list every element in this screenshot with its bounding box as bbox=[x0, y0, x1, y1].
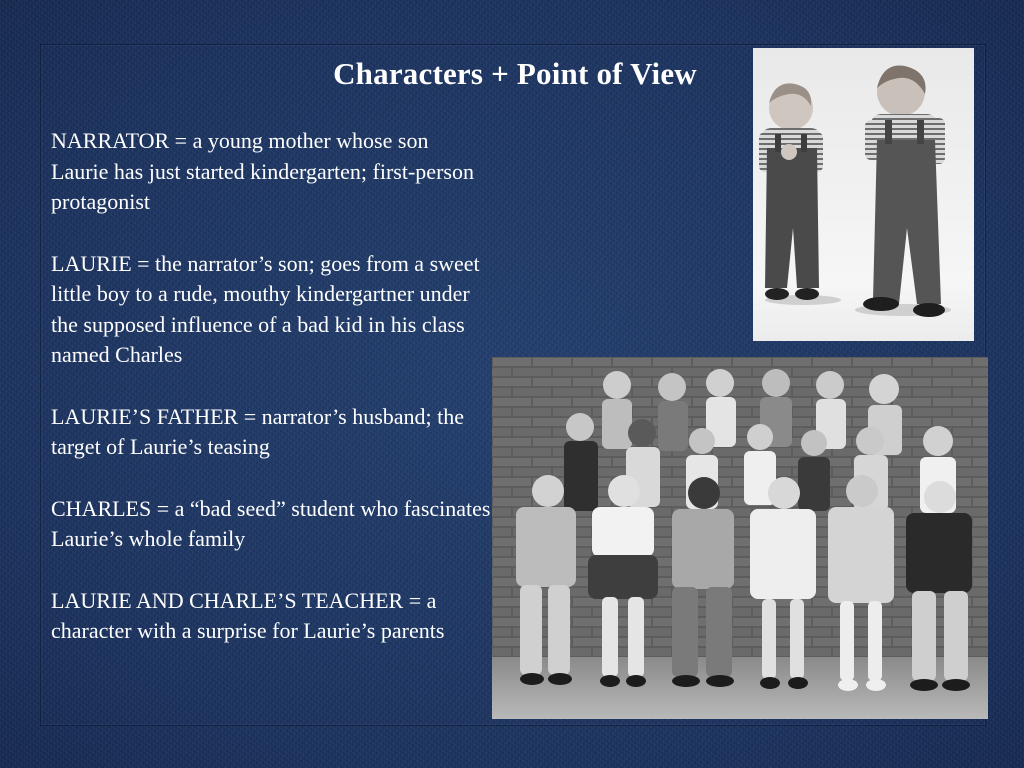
class-photo bbox=[492, 357, 988, 719]
slide-body bbox=[51, 126, 491, 678]
toddlers-photo bbox=[753, 48, 974, 341]
paragraph-laurie: LAURIE = the narrator’s son; goes from a sweet little boy to a rude, mouthy kindergartner under the supposed influence of a bad kid in his class named Charles bbox=[51, 250, 480, 367]
paragraph-teacher: LAURIE AND CHARLE’S TEACHER = a character with a surprise for Laurie’s parents bbox=[51, 587, 445, 643]
paragraph-charles: CHARLES = a “bad seed” student who fascinates Laurie’s whole family bbox=[51, 495, 491, 551]
paragraph-narrator: NARRATOR = a young mother whose son Laurie has just started kindergarten; first-person protagonist bbox=[51, 128, 474, 214]
paragraph-laurie-father: LAURIE’S FATHER = narrator’s husband; the target of Laurie’s teasing bbox=[51, 403, 465, 459]
slide-title: Characters + Point of View bbox=[333, 56, 697, 91]
